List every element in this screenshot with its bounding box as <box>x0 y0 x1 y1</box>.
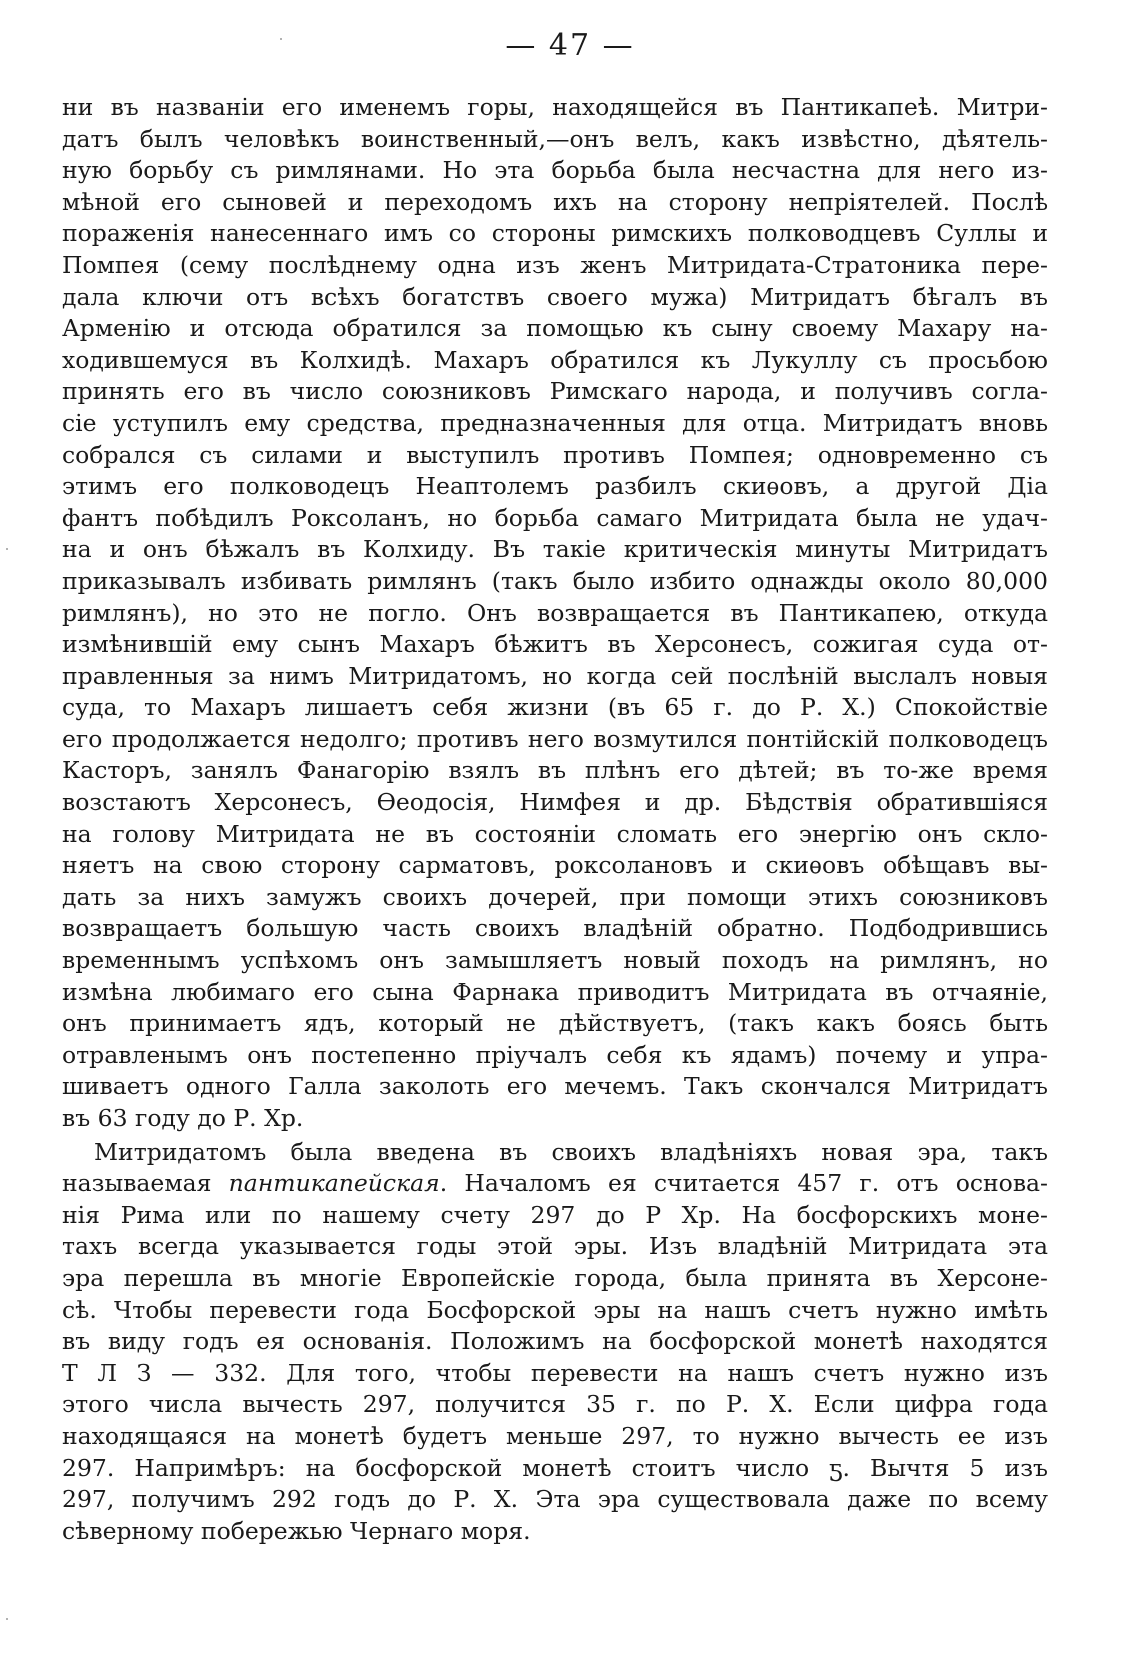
text-line <box>62 1168 1048 1200</box>
text-line: временнымъ успѣхомъ онъ замышляетъ новый походъ на римлянъ, но <box>62 946 1048 975</box>
text-line: суда, то Махаръ лишаетъ себя жизни (въ 65 г. до Р. Х.) Спокойствіе <box>62 693 1048 722</box>
text-run: называемая <box>62 1169 229 1198</box>
text-line: приказывалъ избивать римлянъ (такъ было избито однажды около 80,000 <box>62 566 1048 595</box>
text-line: принять его въ число союзниковъ Римскаго народа, и получивъ согла- <box>62 377 1048 406</box>
scan-speck <box>280 38 282 40</box>
text-line: въ виду годъ ея основанія. Положимъ на босфорской монетѣ находятся <box>62 1327 1048 1356</box>
paragraph-2 <box>62 1137 1048 1548</box>
text-line: возвращаетъ большую часть своихъ владѣній обратно. Подбодрившись <box>62 914 1048 943</box>
text-line: въ 63 году до Р. Хр. <box>62 1104 304 1132</box>
text-line: собрался съ силами и выступилъ противъ Помпея; одновременно съ <box>62 440 1048 469</box>
text-line: тахъ всегда указывается годы этой эры. Изъ владѣній Митридата эта <box>62 1232 1048 1261</box>
text-line: римлянъ), но это не погло. Онъ возвращается въ Пантикапею, откуда <box>62 598 1048 627</box>
text-line: сѣ. Чтобы перевести года Босфорской эры на нашъ счетъ нужно имѣть <box>62 1295 1048 1324</box>
text-line: ную борьбу съ римлянами. Но эта борьба была несчастна для него из- <box>62 156 1048 185</box>
page-number: — 47 — <box>505 28 635 63</box>
text-line: возстаютъ Херсонесъ, Ѳеодосія, Нимфея и др. Бѣдствія обратившіяся <box>62 788 1048 817</box>
text-run: . Началомъ ея считается 457 г. отъ основа- <box>439 1169 1048 1198</box>
text-line: Помпея (сему послѣднему одна изъ женъ Митридата-Стратоника пере- <box>62 250 1048 279</box>
text-line: этого числа вычесть 297, получится 35 г. по Р. Х. Если цифра года <box>62 1390 1048 1419</box>
text-line: Арменію и отсюда обратился за помощью къ сыну своему Махару на- <box>62 314 1048 343</box>
text-line: на голову Митридата не въ состояніи сломать его энергію онъ скло- <box>62 819 1048 848</box>
text-line: измѣнившій ему сынъ Махаръ бѣжитъ въ Херсонесъ, сожигая суда от- <box>62 630 1048 659</box>
text-line: шиваетъ одного Галла заколоть его мечемъ. Такъ скончался Митридатъ <box>62 1072 1048 1101</box>
text-line: дала ключи отъ всѣхъ богатствъ своего мужа) Митридатъ бѣгалъ въ <box>62 282 1048 311</box>
emphasized-term: пантикапейская <box>228 1169 440 1198</box>
scan-speck <box>6 548 8 550</box>
text-line: Митридатомъ была введена въ своихъ владѣніяхъ новая эра, такъ <box>94 1137 1048 1166</box>
text-line: эра перешла въ многіе Европейскіе города, была принята въ Херсоне- <box>62 1263 1048 1292</box>
text-line: Т Л З — 332. Для того, чтобы перевести на нашъ счетъ нужно изъ <box>62 1358 1048 1387</box>
text-line: сѣверному побережью Чернаго моря. <box>62 1516 531 1545</box>
text-line: нія Рима или по нашему счету 297 до Р Хр. На босфорскихъ моне- <box>62 1200 1048 1229</box>
text-line: фантъ побѣдилъ Роксоланъ, но борьба самаго Митридата была не удач- <box>62 503 1048 532</box>
text-line: отравленымъ онъ постепенно пріучалъ себя къ ядамъ) почему и упра- <box>62 1040 1048 1069</box>
text-line: дать за нихъ замужъ своихъ дочерей, при помощи этихъ союзниковъ <box>62 882 1048 911</box>
text-line: измѣна любимаго его сына Фарнака приводитъ Митридата въ отчаяніе, <box>62 977 1048 1006</box>
scan-speck <box>6 1618 8 1620</box>
text-line: ни въ названіи его именемъ горы, находящейся въ Пантикапеѣ. Митри- <box>62 93 1048 121</box>
text-line: сіе уступилъ ему средства, предназначенныя для отца. Митридатъ вновь <box>62 408 1048 437</box>
text-line: няетъ на свою сторону сарматовъ, роксолановъ и скиѳовъ обѣщавъ вы- <box>62 851 1048 880</box>
text-line: 297, получимъ 292 годъ до Р. Х. Эта эра существовала даже по всему <box>62 1485 1048 1514</box>
text-line: мѣной его сыновей и переходомъ ихъ на сторону непріятелей. Послѣ <box>62 187 1048 216</box>
text-line: его продолжается недолго; противъ него возмутился понтійскій полководецъ <box>62 724 1048 753</box>
text-line: ходившемуся въ Колхидѣ. Махаръ обратился къ Лукуллу съ просьбою <box>62 345 1048 374</box>
body-text <box>62 92 1048 1547</box>
paragraph-1 <box>62 92 1048 1135</box>
text-line: этимъ его полководецъ Неаптолемъ разбилъ скиѳовъ, а другой Діа <box>62 472 1048 501</box>
text-line: пораженія нанесеннаго имъ со стороны римскихъ полководцевъ Суллы и <box>62 219 1048 248</box>
text-line: находящаяся на монетѣ будетъ меньше 297, то нужно вычесть ее изъ <box>62 1421 1048 1450</box>
text-line: онъ принимаетъ ядъ, который не дѣйствуетъ, (такъ какъ боясь быть <box>62 1009 1048 1038</box>
text-line: датъ былъ человѣкъ воинственный,—онъ велъ, какъ извѣстно, дѣятель- <box>62 124 1048 153</box>
text-line: правленныя за нимъ Митридатомъ, но когда сей послѣній выслалъ новыя <box>62 661 1048 690</box>
text-line: 297. Напримѣръ: на босфорской монетѣ стоитъ число ƽ. Вычтя 5 изъ <box>62 1453 1048 1482</box>
text-line: Касторъ, занялъ Фанагорію взялъ въ плѣнъ его дѣтей; въ то-же время <box>62 756 1048 785</box>
text-line: на и онъ бѣжалъ въ Колхиду. Въ такіе критическія минуты Митридатъ <box>62 535 1048 564</box>
